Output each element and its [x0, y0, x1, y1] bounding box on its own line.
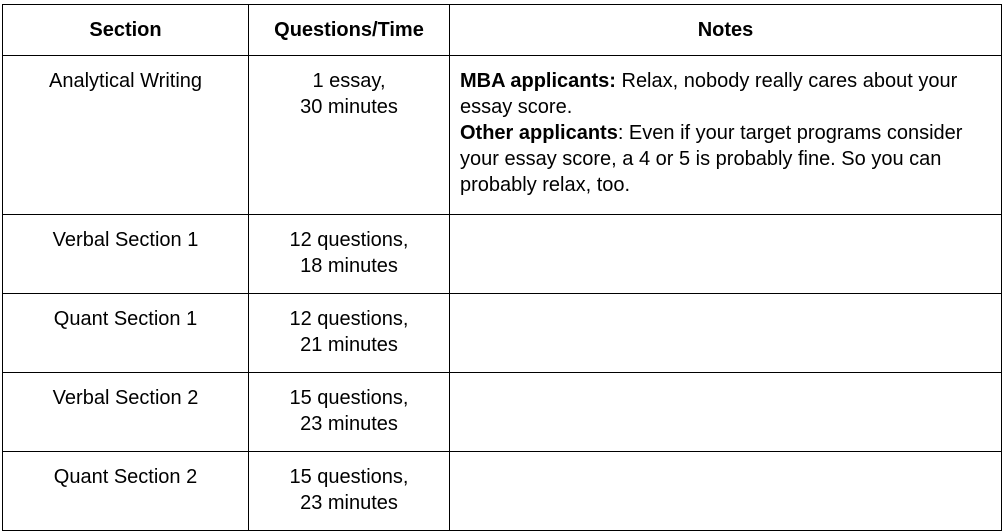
mba-applicants-label: MBA applicants:	[460, 70, 616, 92]
questions-time-cell	[249, 56, 450, 215]
questions-count: 12 questions,	[289, 229, 409, 251]
table-row-verbal-section-1	[3, 215, 1002, 294]
time-limit: 30 minutes	[300, 96, 398, 118]
questions-count: 1 essay,	[312, 70, 386, 92]
notes-cell	[450, 452, 1002, 531]
header-notes: Notes	[450, 5, 1002, 56]
section-cell	[3, 56, 249, 215]
mba-applicants-note: Relax, nobody really cares about your essay score.	[460, 70, 958, 118]
section-cell	[3, 452, 249, 531]
notes-cell	[450, 56, 1002, 215]
notes-cell	[450, 373, 1002, 452]
questions-time-cell	[249, 373, 450, 452]
section-name: Analytical Writing	[48, 70, 203, 92]
header-questions-time: Questions/Time	[249, 5, 450, 56]
header-section: Section	[3, 5, 249, 56]
exam-sections-table	[2, 4, 1002, 531]
questions-time-cell	[249, 215, 450, 294]
section-cell	[3, 215, 249, 294]
other-applicants-note: : Even if your target programs consider your essay score, a 4 or 5 is probably fine. So you can probably relax, too.	[460, 122, 963, 196]
table-row-quant-section-1	[3, 294, 1002, 373]
section-cell	[3, 373, 249, 452]
section-name: Quant Section 1	[53, 308, 198, 330]
questions-time-cell	[249, 452, 450, 531]
time-limit: 23 minutes	[300, 492, 398, 514]
time-limit: 18 minutes	[300, 255, 398, 277]
time-limit: 23 minutes	[300, 413, 398, 435]
section-name: Verbal Section 2	[52, 387, 199, 409]
time-limit: 21 minutes	[300, 334, 398, 356]
section-name: Quant Section 2	[53, 466, 198, 488]
table-row-analytical-writing	[3, 56, 1002, 215]
questions-time-cell	[249, 294, 450, 373]
other-applicants-label: Other applicants	[460, 122, 618, 144]
header-row	[3, 5, 1002, 56]
questions-count: 15 questions,	[289, 466, 409, 488]
questions-count: 12 questions,	[289, 308, 409, 330]
section-name: Verbal Section 1	[52, 229, 199, 251]
notes-cell	[450, 294, 1002, 373]
table-row-quant-section-2	[3, 452, 1002, 531]
table-row-verbal-section-2	[3, 373, 1002, 452]
section-cell	[3, 294, 249, 373]
questions-count: 15 questions,	[289, 387, 409, 409]
notes-cell	[450, 215, 1002, 294]
